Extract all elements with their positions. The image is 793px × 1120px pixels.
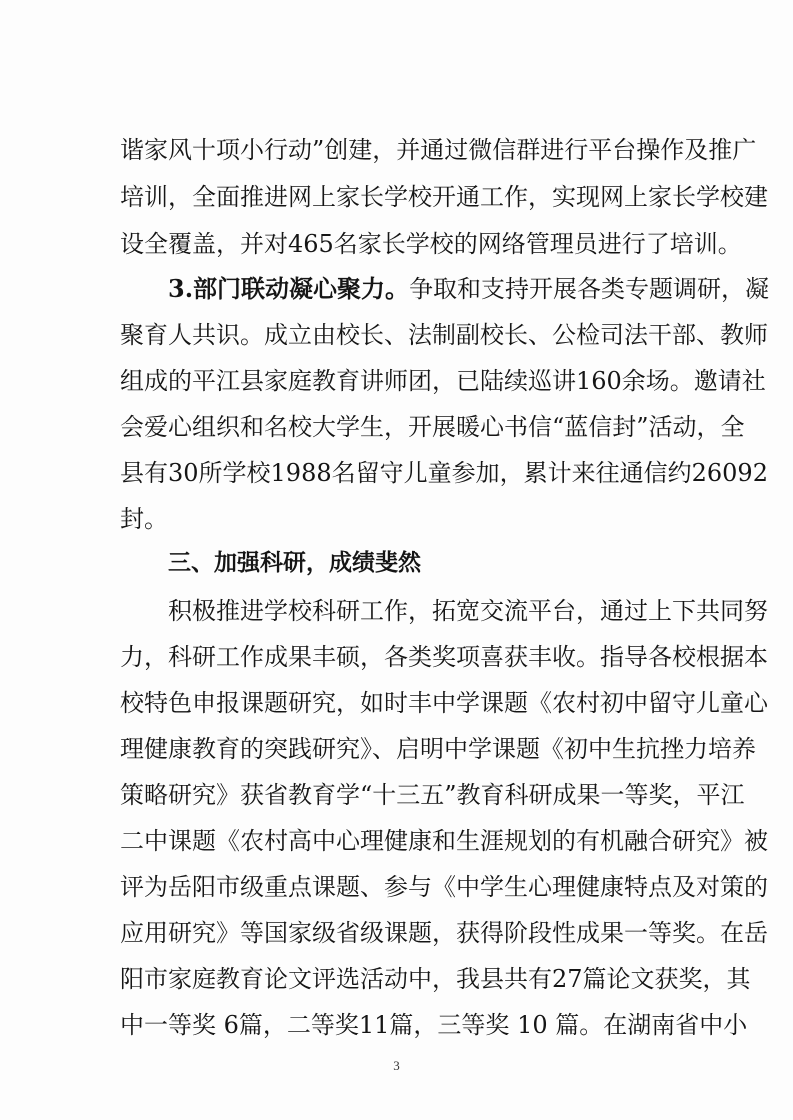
text-line: 聚育人共识。成立由校长、法制副校长、公检司法干部、教师 — [120, 321, 768, 349]
text-line: 组成的平江县家庭教育讲师团，已陆续巡讲160余场。邀请社 — [120, 367, 766, 395]
text-line: 理健康教育的突践研究》、启明中学课题《初中生抗挫力培养 — [120, 735, 756, 763]
text-line: 二中课题《农村高中心理健康和生涯规划的有机融合研究》被 — [120, 827, 768, 855]
text-line: 力，科研工作成果丰硕，各类奖项喜获丰收。指导各校根据本 — [120, 643, 768, 671]
text-run: 争取和支持开展各类专题调研，凝 — [409, 275, 770, 303]
text-line: 评为岳阳市级重点课题、参与《中学生心理健康特点及对策的 — [120, 873, 768, 901]
text-line: 积极推进学校科研工作，拓宽交流平台，通过上下共同努 — [168, 597, 768, 625]
text-line — [120, 269, 770, 309]
text-line: 校特色申报课题研究，如时丰中学课题《农村初中留守儿童心 — [120, 689, 768, 717]
text-line: 谐家风十项小行动”创建，并通过微信群进行平台操作及推广 — [120, 136, 757, 164]
text-line: 封。 — [120, 505, 168, 533]
text-line: 阳市家庭教育论文评选活动中，我县共有27篇论文获奖，其 — [120, 965, 751, 993]
text-line: 培训，全面推进网上家长学校开通工作，实现网上家长学校建 — [120, 183, 768, 211]
section-heading: 三、加强科研，成绩斐然 — [168, 550, 421, 576]
text-line: 中一等奖 6篇，二等奖11篇，三等奖 10 篇。在湖南省中小 — [120, 1011, 748, 1039]
subsection-title: 3.部门联动凝心聚力。 — [168, 274, 410, 303]
text-line: 会爱心组织和名校大学生，开展暖心书信“蓝信封”活动，全 — [120, 413, 745, 441]
text-line: 县有30所学校1988名留守儿童参加，累计来往通信约26092 — [120, 459, 768, 487]
page-number: 3 — [393, 1058, 400, 1073]
text-line: 应用研究》等国家级省级课题，获得阶段性成果一等奖。在岳 — [120, 919, 768, 947]
text-line: 策略研究》获省教育学“十三五”教育科研成果一等奖，平江 — [120, 781, 745, 809]
text-line: 设全覆盖，并对465名家长学校的网络管理员进行了培训。 — [120, 230, 742, 258]
